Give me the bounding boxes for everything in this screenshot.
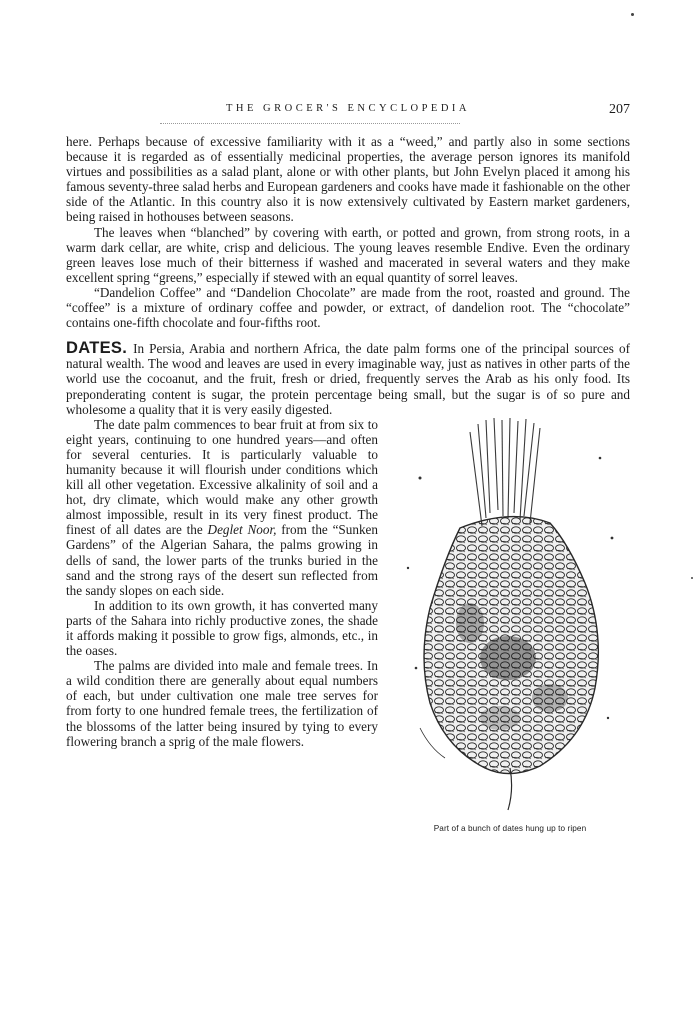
- section-gap: [66, 330, 630, 341]
- margin-speck: [691, 577, 693, 579]
- dates-p2-before: The date palm commences to bear fruit at from six to eight years, continuing to one hundred years—and often for several centuries. It is particularly valuable to humanity because it will flourish under conditions which kill all other vegetation. Excessive alkalinity of soil and a hot, dry climate, which would make any other growth almost impossible, result in its very finest product. The finest of all dates are the: [66, 416, 378, 538]
- dates-bunch-illustration: [390, 418, 630, 814]
- dandelion-paragraph-2: The leaves when “blanched” by covering with earth, or potted and grown, from strong roots, in a warm dark cellar, are white, crisp and delicious. The young leaves resemble Endive. Even the ordinary green leaves lose much of their bitterness if washed and macerated in several waters and they make excellent spring “greens,” especially if stewed with an equal quantity of sorrel leaves.: [66, 224, 630, 285]
- header-rule: [160, 123, 460, 124]
- dandelion-paragraph-3: “Dandelion Coffee” and “Dandelion Chocolate” are made from the root, roasted and ground. The “coffee” is a mixture of ordinary coffee and powder, or extract, of dandelion root. The “chocolate” contains one-fifth chocolate and four-fifths root.: [66, 284, 630, 331]
- running-head: THE GROCER'S ENCYCLOPEDIA: [226, 103, 470, 114]
- dates-intro-paragraph: [66, 341, 630, 416]
- dates-p2-after: from the “Sunken Gardens” of the Algerian Sahara, the palms growing in dells of sand, the lower parts of the trunks buried in the sand and the strong rays of the desert sun reflected from the sandy slopes on each side.: [66, 522, 378, 598]
- dandelion-paragraph-1: here. Perhaps because of excessive familiarity with it as a “weed,” and partly also in some sections because it is regarded as of essentially medicinal properties, the average person ignores its manifold virtues and possibilities as a salad plant, alone or with other plants, but John Evelyn placed it among his famous seventy-three salad herbs and European gardeners and cooks have made it fashionable on the other side of the Atlantic. In this country also it is now extensively cultivated by Eastern market gardeners, being raised in hothouses between seasons.: [66, 134, 630, 225]
- dates-paragraph-3: In addition to its own growth, it has converted many parts of the Sahara into richly productive zones, the shade it affords making it possible to grow figs, almonds, etc., in the oases.: [66, 597, 378, 659]
- deglet-noor-italic: Deglet Noor,: [207, 522, 277, 538]
- page-header: [66, 103, 630, 121]
- dates-figure: [390, 418, 630, 836]
- figure-caption: Part of a bunch of dates hung up to ripen: [433, 823, 587, 833]
- dates-heading: DATES.: [66, 339, 128, 358]
- margin-speck: [631, 13, 634, 16]
- dates-paragraph-4: The palms are divided into male and female trees. In a wild condition there are generally about equal numbers of each, but under cultivation one male tree serves for from forty to one hundred female trees, the fertilization of the blossoms of the latter being insured by tying to every flowering branch a sprig of the male flowers.: [66, 658, 378, 749]
- body-text: [66, 134, 630, 840]
- page-number: 207: [609, 102, 630, 117]
- dates-intro-text: In Persia, Arabia and northern Africa, the date palm forms one of the principal sources of natural wealth. The wood and leaves are used in every imaginable way, just as natives in other parts of the world use the cocoanut, and the fruit, fresh or dried, frequently serves the Arab as his only food. Its preponderating content is sugar, the protein percentage being small, but the sugar is of so pure and wholesome a quality that it is very easily digested.: [66, 341, 630, 417]
